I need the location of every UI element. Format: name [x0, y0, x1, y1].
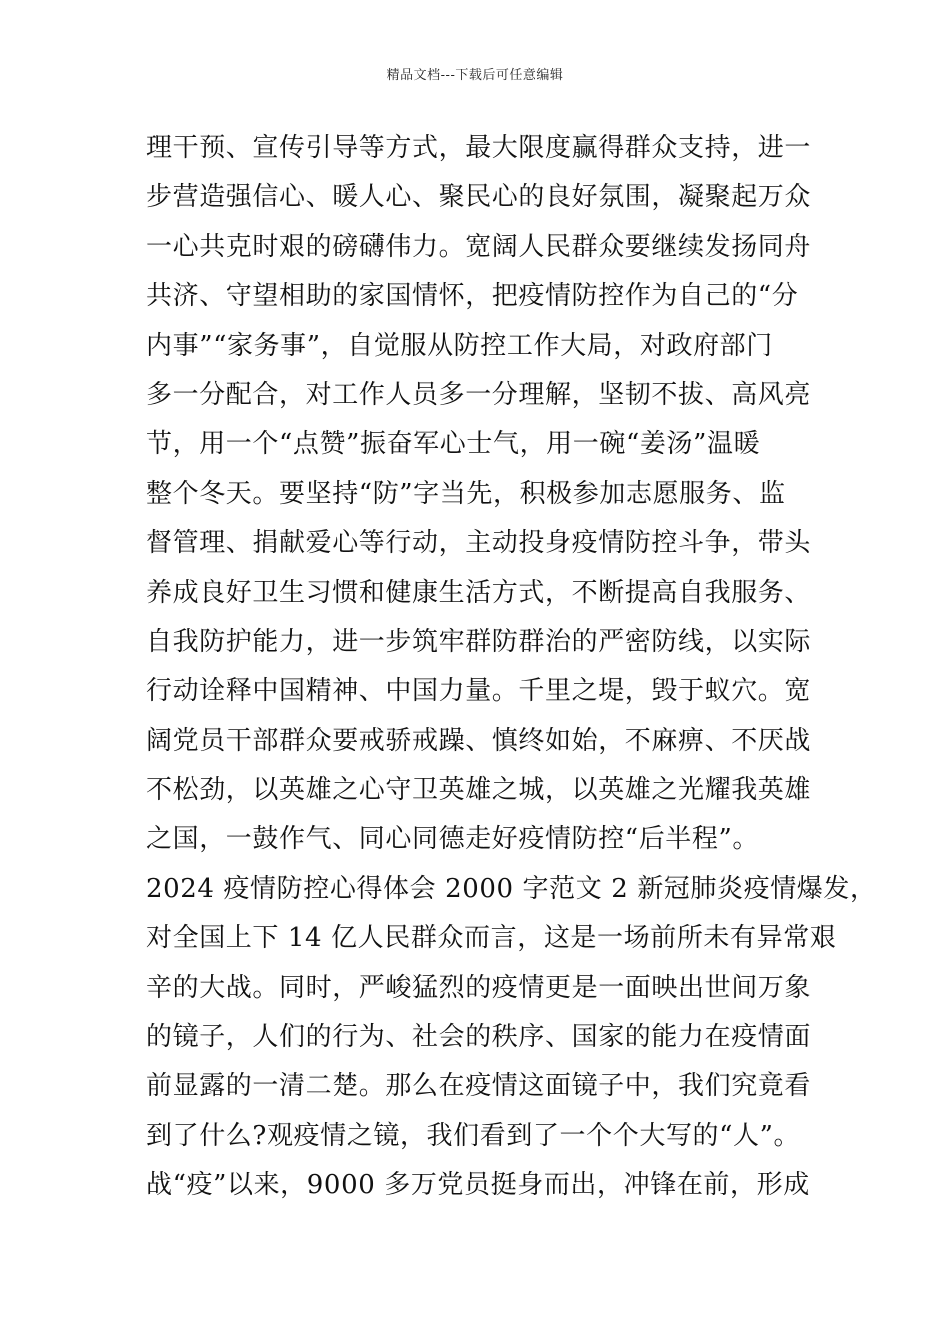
page-header: 精品文档---下载后可任意编辑 [386, 68, 564, 83]
text-line: 理干预、宣传引导等方式，最大限度赢得群众支持，进一 [146, 133, 812, 163]
text-line: 多一分配合，对工作人员多一分理解，坚韧不拔、高风亮 [146, 379, 812, 410]
text-line: 一心共克时艰的磅礴伟力。宽阔人民群众要继续发扬同舟 [146, 231, 812, 262]
text-line: 到了什么?观疫情之镜，我们看到了一个个大写的“人”。 [146, 1120, 801, 1151]
text-line: 共济、守望相助的家国情怀，把疫情防控作为自己的“分 [146, 281, 799, 312]
document-body [146, 124, 877, 1211]
text-line: 节，用一个“点赞”振奋军心士气，用一碗“姜汤”温暖 [146, 429, 761, 460]
text-line: 前显露的一清二楚。那么在疫情这面镜子中，我们究竟看 [146, 1071, 812, 1102]
text-line: 步营造强信心、暖人心、聚民心的良好氛围，凝聚起万众 [146, 182, 812, 213]
text-line: 督管理、捐献爱心等行动，主动投身疫情防控斗争，带头 [146, 528, 812, 559]
text-line: 整个冬天。要坚持“防”字当先，积极参加志愿服务、监 [146, 478, 786, 509]
text-line: 2024 疫情防控心得体会 2000 字范文 2 新冠肺炎疫情爆发， [146, 873, 877, 904]
text-line: 内事”“家务事”，自觉服从防控工作大局，对政府部门 [146, 330, 773, 361]
text-line: 辛的大战。同时，严峻猛烈的疫情更是一面映出世间万象 [146, 972, 812, 1003]
text-line: 的镜子，人们的行为、社会的秩序、国家的能力在疫情面 [146, 1022, 812, 1053]
text-line: 战“疫”以来，9000 多万党员挺身而出，冲锋在前，形成 [146, 1170, 810, 1201]
text-line: 自我防护能力，进一步筑牢群防群治的严密防线，以实际 [146, 626, 812, 657]
text-line: 行动诠释中国精神、中国力量。千里之堤，毁于蚁穴。宽 [146, 676, 812, 707]
text-line: 之国，一鼓作气、同心同德走好疫情防控“后半程”。 [146, 824, 759, 855]
text-line: 养成良好卫生习惯和健康生活方式，不断提高自我服务、 [146, 577, 812, 608]
text-line: 不松劲，以英雄之心守卫英雄之城，以英雄之光耀我英雄 [146, 775, 812, 806]
text-line: 阔党员干部群众要戒骄戒躁、慎终如始，不麻痹、不厌战 [146, 725, 812, 756]
text-line: 对全国上下 14 亿人民群众而言，这是一场前所未有异常艰 [146, 923, 837, 954]
